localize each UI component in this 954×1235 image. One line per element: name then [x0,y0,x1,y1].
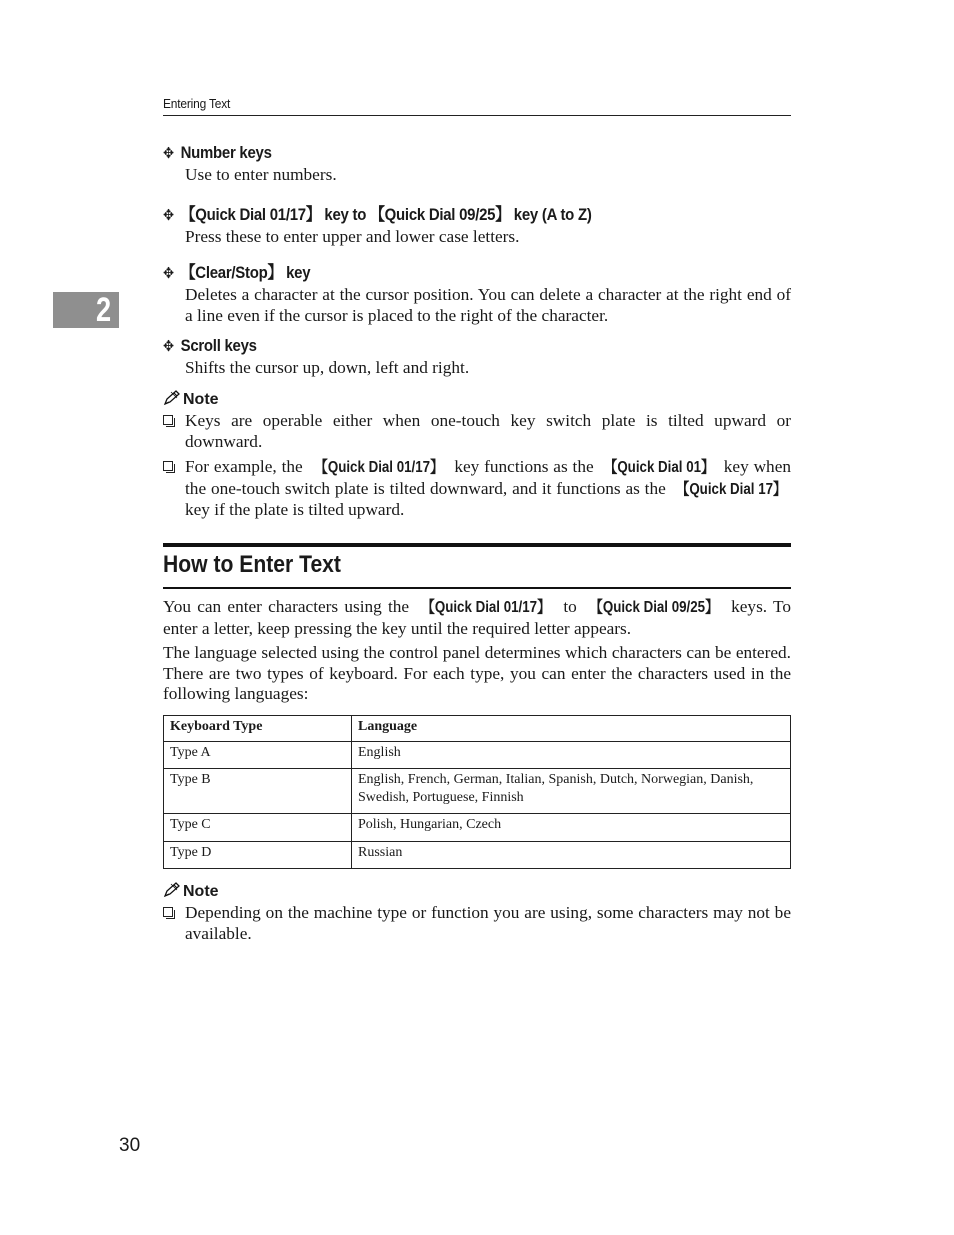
table-row [164,742,791,769]
table-header-language: Language [352,716,791,742]
running-header: Entering Text [163,96,231,111]
checkbox-icon [163,907,173,917]
table-header-keyboard-type: Keyboard Type [164,716,352,742]
pencil-icon [163,390,183,406]
item-body: Shifts the cursor up, down, left and right. [185,358,470,377]
note-block [163,882,791,944]
table-cell: Type D [164,842,352,869]
note-heading: Note [163,390,791,409]
item-heading: ✥ Number keys [163,143,272,162]
table-cell: English [352,742,791,769]
item-scroll-keys [163,336,791,379]
note-item: Depending on the machine type or function you are using, some characters may not be available. [163,903,791,944]
key-label: 【Quick Dial 01】 [603,459,714,477]
item-body: Press these to enter upper and lower case letters. [185,227,520,246]
key-label: 【Quick Dial 01/17】 [314,459,443,477]
table-row [164,814,791,842]
table-cell: Type B [164,769,352,814]
table-cell: Type C [164,814,352,842]
table-row [164,842,791,869]
key-label: 【Quick Dial 17】 [675,480,787,498]
item-number-keys [163,143,791,186]
item-heading: ✥ 【Quick Dial 01/17】 key to 【Quick Dial 09/25】 key (A to Z) [163,205,592,224]
section-rule-bottom [163,587,791,589]
header-rule [163,115,791,116]
section-rule-top [163,543,791,547]
item-body: Use to enter numbers. [185,165,337,184]
diamond-bullet-icon: ✥ [163,265,174,282]
section-title: How to Enter Text [163,551,341,578]
checkbox-icon [163,415,173,425]
note-heading: Note [163,882,791,901]
table-row [164,769,791,814]
table-cell: English, French, German, Italian, Spanish, Dutch, Norwegian, Danish, Swedish, Portuguese, Finnish [352,769,791,814]
section-paragraph-1: You can enter characters using the 【Quick Dial 01/17】 to 【Quick Dial 09/25】 keys. To enter a letter, keep pressing the key until the required letter appears. [163,597,791,638]
pencil-icon [163,882,183,898]
diamond-bullet-icon: ✥ [163,338,174,355]
table-cell: Type A [164,742,352,769]
item-body: Deletes a character at the cursor position. You can delete a character at the right end of a line even if the cursor is placed to the right of the character. [185,285,791,325]
chapter-number: 2 [96,291,112,329]
section-paragraph-2: The language selected using the control panel determines which characters can be entered. There are two types of keyboard. For each type, you can enter the characters used in the following languages: [163,643,791,704]
item-clear-stop-key [163,258,791,326]
table-header-row [164,716,791,742]
table-cell: Russian [352,842,791,869]
key-label: 【Quick Dial 01/17】 [421,599,551,616]
note-item: For example, the 【Quick Dial 01/17】 key functions as the 【Quick Dial 01】 key when the one-touch switch plate is tilted downward, and it functions as the 【Quick Dial 17】 key if the plate is tilted upward. [163,457,791,521]
item-heading: ✥ 【Clear/Stop】 key [163,263,311,282]
note-block [163,390,791,521]
diamond-bullet-icon: ✥ [163,145,174,162]
checkbox-icon [163,461,173,471]
keyboard-language-table [163,715,791,869]
item-heading: ✥ Scroll keys [163,336,257,355]
page-number: 30 [119,1135,141,1156]
key-label: 【Quick Dial 09/25】 [589,599,719,616]
note-item: Keys are operable either when one-touch key switch plate is tilted upward or downward. [163,411,791,452]
diamond-bullet-icon: ✥ [163,207,174,224]
table-cell: Polish, Hungarian, Czech [352,814,791,842]
item-quick-dial-keys [163,200,791,248]
